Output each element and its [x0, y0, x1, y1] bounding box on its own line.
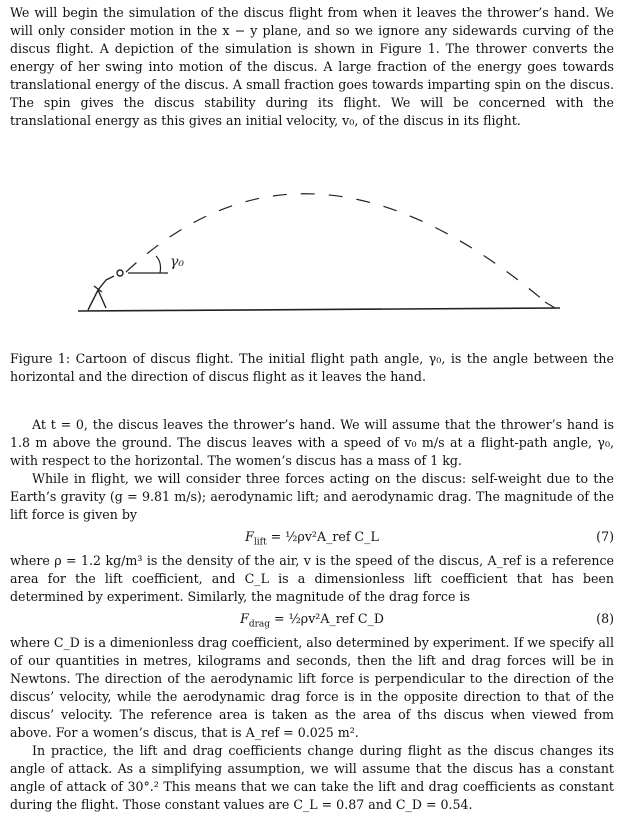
body-paragraph-1: At t = 0, the discus leaves the thrower’s hand. We will assume that the thrower’s hand is 1.8 m above the ground. The discus leaves with a speed of v₀ m/s at a flight-path angle, γ₀, with respect to the horizontal. The women’s discus has a mass of 1 kg. [10, 417, 614, 468]
angle-label: γ₀ [170, 254, 184, 270]
lift-equation-number: (7) [596, 529, 614, 544]
thrower-figure [88, 270, 123, 310]
flight-trajectory [126, 194, 550, 306]
lift-lhs: F [245, 529, 254, 544]
landing-mark [545, 302, 555, 308]
drag-lhs-sub: drag [248, 619, 271, 630]
drag-equation-number: (8) [596, 611, 614, 626]
discus-flight-sketch [10, 140, 614, 340]
figure-1 [10, 140, 614, 340]
body-paragraph-4: where C_D is a dimenionless drag coefficient, also determined by experiment. If we specify all of our quantities in metres, kilograms and seconds, then the lift and drag forces will be in Newtons. The direction of the aerodynamic lift force is perpendicular to the direction of the discus’ velocity, while the aerodynamic drag force is in the opposite direction to that of the discus’ velocity. The reference area is taken as the area of ths discus when viewed from above. For a women’s discus, that is A_ref = 0.025 m². [10, 635, 614, 740]
body-paragraph-5: In practice, the lift and drag coefficients change during flight as the discus changes its angle of attack. As a simplifying assumption, we will assume that the discus has a constant angle of attack of 30°.² This means that we can take the lift and drag coefficients as constant during the flight. Those constant values are C_L = 0.87 and C_D = 0.54. [10, 743, 614, 812]
drag-lhs: F [240, 611, 249, 626]
drag-equation: $F_{drag}$ = ½ρv²A_ref C_D (8) [240, 611, 614, 630]
lift-equation: $F_{lift}$ = ½ρv²A_ref C_L (7) [245, 529, 614, 548]
angle-arc [156, 256, 161, 273]
figure-caption: Figure 1: Cartoon of discus flight. The initial flight path angle, γ₀, is the angle between the horizontal and the direction of discus flight as it leaves the hand. [10, 351, 614, 384]
body-paragraph-3: where ρ = 1.2 kg/m³ is the density of the air, v is the speed of the discus, A_ref is a reference area for the lift coefficient, and C_L is a dimensionless lift coefficient that has been determined by experiment. Similarly, the magnitude of the drag force is [10, 553, 614, 604]
body-paragraph-2: While in flight, we will consider three forces acting on the discus: self-weight due to the Earth’s gravity (g = 9.81 m/s); aerodynamic lift; and aerodynamic drag. The magnitude of the lift force is given by [10, 471, 614, 522]
document-page [10, 0, 614, 814]
intro-paragraph: We will begin the simulation of the discus flight from when it leaves the thrower’s hand. We will only consider motion in the x − y plane, and so we ignore any sidewards curving of the discus flight. A depiction of the simulation is shown in Figure 1. The thrower converts the energy of her swing into motion of the discus. A large fraction of the energy goes towards translational energy of the discus. A small fraction goes towards imparting spin on the discus. The spin gives the discus stability during its flight. We will be concerned with the translational energy as this gives an initial velocity, v₀, of the discus in its flight. [10, 5, 614, 128]
ground-line [78, 308, 560, 311]
drag-rhs: ½ρv²A_ref C_D [288, 611, 384, 626]
lift-lhs-sub: lift [253, 537, 267, 548]
lift-rhs: ½ρv²A_ref C_L [285, 529, 379, 544]
